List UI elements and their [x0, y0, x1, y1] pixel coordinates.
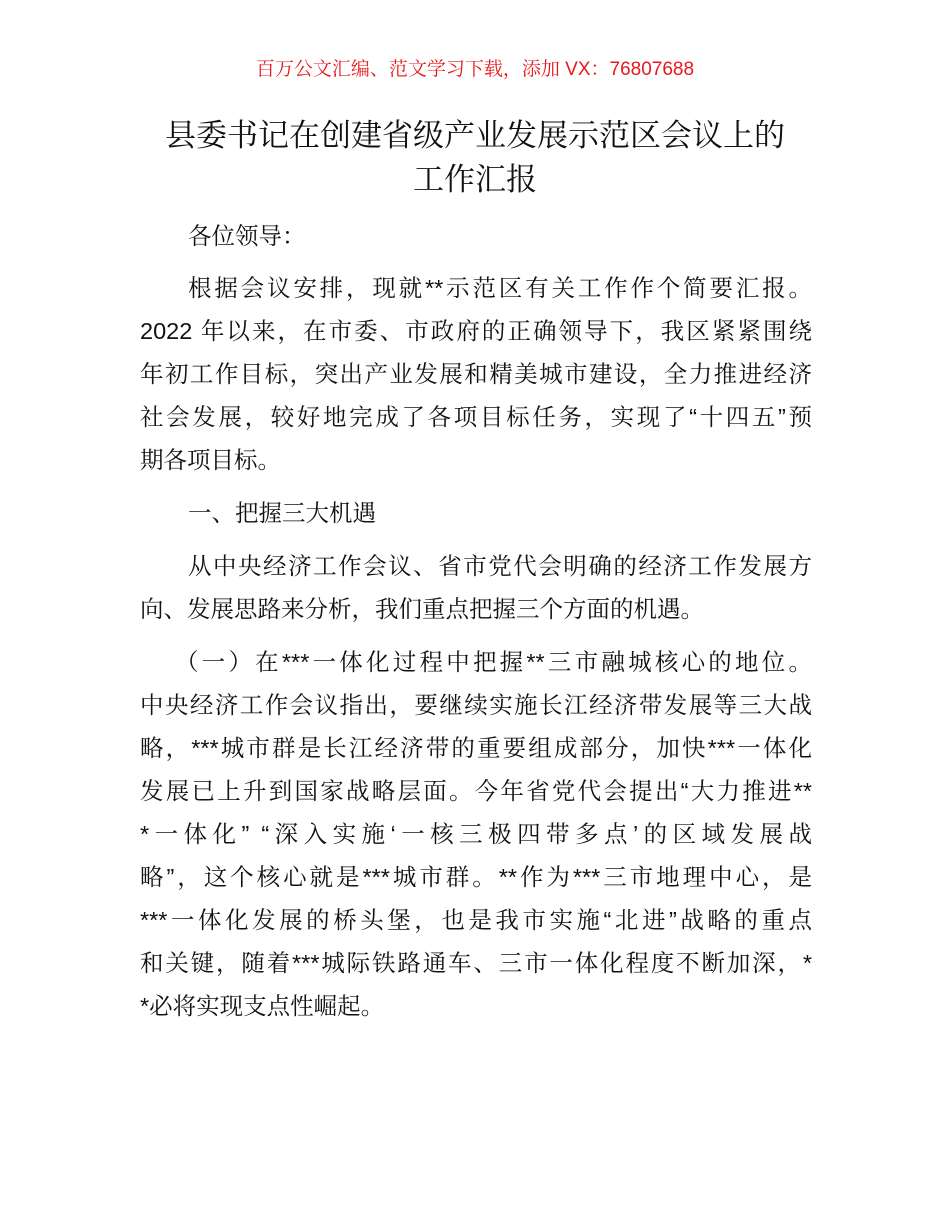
paragraph-line: *一体化” “深入实施‘一核三极四带多点’的区域发展战	[140, 821, 812, 847]
watermark-header: 百万公文汇编、范文学习下载，添加 VX：76807688	[255, 59, 695, 80]
paragraph-line: 期各项目标。	[140, 447, 281, 473]
paragraph-line: 向、发展思路来分析，我们重点把握三个方面的机遇。	[140, 596, 704, 622]
paragraph-line: 社会发展，较好地完成了各项目标任务，实现了“十四五”预	[140, 404, 812, 430]
subsection-heading: （一）在***一体化过程中把握**三市融城核心的地位。	[175, 649, 812, 675]
paragraph-line: 发展已上升到国家战略层面。今年省党代会提出“大力推进**	[140, 778, 812, 804]
paragraph-line: 略，***城市群是长江经济带的重要组成部分，加快***一体化	[140, 735, 812, 761]
document-title-line-1: 县委书记在创建省级产业发展示范区会议上的	[165, 118, 785, 153]
paragraph-line: 年初工作目标，突出产业发展和精美城市建设，全力推进经济	[140, 361, 812, 387]
paragraph-line: 中央经济工作会议指出，要继续实施长江经济带发展等三大战	[140, 692, 812, 718]
salutation: 各位领导：	[188, 223, 306, 249]
paragraph-line: 根据会议安排，现就**示范区有关工作作个简要汇报。	[188, 275, 812, 301]
paragraph-line: 略”，这个核心就是***城市群。**作为***三市地理中心，是	[140, 864, 812, 890]
paragraph-line: *必将实现支点性崛起。	[140, 993, 385, 1019]
paragraph-line: 和关键，随着***城际铁路通车、三市一体化程度不断加深，*	[140, 950, 812, 976]
document-title-line-2: 工作汇报	[413, 162, 537, 197]
paragraph-line: ***一体化发展的桥头堡，也是我市实施“北进”战略的重点	[140, 907, 812, 933]
section-heading: 一、把握三大机遇	[188, 500, 376, 526]
paragraph-line: 2022 年以来，在市委、市政府的正确领导下，我区紧紧围绕	[140, 318, 812, 344]
paragraph-line: 从中央经济工作会议、省市党代会明确的经济工作发展方	[188, 553, 812, 579]
